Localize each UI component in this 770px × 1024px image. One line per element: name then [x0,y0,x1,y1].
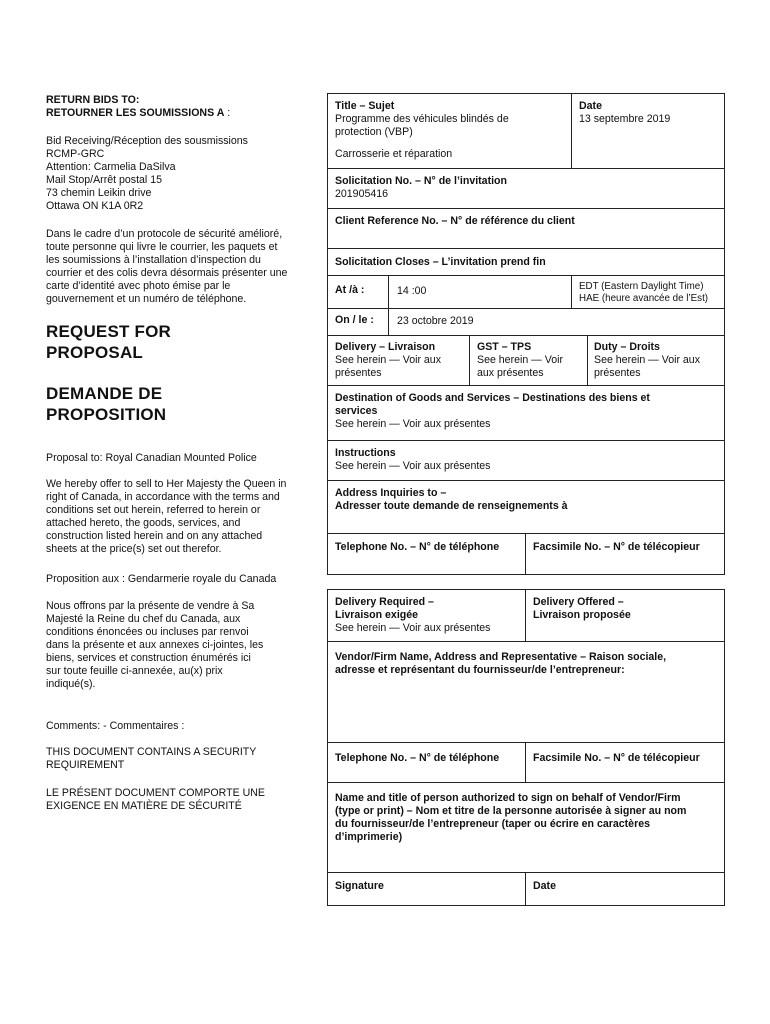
offer-line: construction listed herein and on any attached [46,530,263,542]
offer-line: sur toute feuille ci-annexée, au(x) prix [46,665,223,677]
demande-de-proposition-title [46,383,166,425]
offer-french [46,600,263,691]
security-requirement-en [46,746,256,772]
address-line: Ottawa ON K1A 0R2 [46,200,144,212]
client-reference-label: Client Reference No. – N° de référence du client [335,215,575,227]
delivery-required-label: Delivery Required – [335,596,434,608]
duty-label: Duty – Droits [594,341,660,353]
instructions-label: Instructions [335,447,396,459]
instructions-field [335,447,490,473]
request-for-proposal-title [46,321,171,363]
delivery-required-field [335,596,490,635]
security-line: LE PRÉSENT DOCUMENT COMPORTE UNE [46,787,265,799]
comments-label: Comments: - Commentaires : [46,720,185,732]
timezone [579,281,708,305]
note-line: carte d’identité avec photo émise par le [46,280,231,292]
offer-line: indiqué(s). [46,678,96,690]
return-bids-fr-colon: : [224,107,231,119]
gst-label: GST – TPS [477,341,532,353]
gst-value: See herein — Voir [477,354,563,366]
offer-line: dans la présente et aux annexes ci-jointes, les [46,639,264,651]
title-label: Title – Sujet [335,100,395,112]
rule [327,641,725,642]
vendor-label: Vendor/Firm Name, Address and Representative – Raison sociale, [335,651,667,663]
security-protocol-note [46,228,287,306]
destination-field [335,392,650,431]
title-value: Programme des véhicules blindés de [335,113,509,125]
authorized-label: Name and title of person authorized to sign on behalf of Vendor/Firm [335,792,681,804]
on-label: On / le : [335,314,374,326]
rule [388,275,389,336]
rule [327,742,725,743]
rule [327,782,725,783]
solicitation-closes-label: Solicitation Closes – L’invitation prend fin [335,256,546,268]
vendor-telephone-label: Telephone No. – N° de téléphone [335,752,500,764]
delivery-required-value: See herein — Voir aux présentes [335,622,491,634]
delivery-required-label: Livraison exigée [335,609,419,621]
facsimile-label: Facsimile No. – N° de télécopieur [533,541,700,553]
rfp-en-line: PROPOSAL [46,343,144,362]
rule [327,168,725,169]
note-line: Dans le cadre d’un protocole de sécurité amélioré, [46,228,283,240]
rule [327,533,725,534]
rule [327,385,725,386]
inquiries-label: Adresser toute demande de renseignements à [335,500,568,512]
authorized-person-field [335,792,686,844]
destination-label: Destination of Goods and Services – Destinations des biens et [335,392,650,404]
offer-line: biens, services et construction énumérés ici [46,652,251,664]
instructions-value: See herein — Voir aux présentes [335,460,491,472]
security-line: THIS DOCUMENT CONTAINS A SECURITY [46,746,257,758]
duty-field [594,341,700,380]
rule [571,93,572,169]
destination-label: services [335,405,378,417]
solicitation-value: 201905416 [335,188,389,200]
on-value: 23 octobre 2019 [397,315,474,327]
title-subtitle: Carrosserie et réparation [335,148,453,160]
gst-field [477,341,563,380]
address-line: Attention: Carmelia DaSilva [46,161,176,173]
at-value: 14 :00 [397,285,427,297]
offer-line: attached hereto, the goods, services, and [46,517,241,529]
delivery-field [335,341,441,380]
note-line: gouvernement et un numéro de téléphone. [46,293,247,305]
delivery-label: Delivery – Livraison [335,341,436,353]
return-bids-fr: RETOURNER LES SOUMISSIONS A [46,107,225,119]
vendor-name-field [335,651,666,677]
timezone-en: EDT (Eastern Daylight Time) [579,281,704,292]
rfp-fr-line: DEMANDE DE [46,384,163,403]
rule [525,872,526,906]
rule [327,275,725,276]
offer-line: conditions énoncées ou incluses par renvoi [46,626,249,638]
return-address [46,135,248,213]
title-field [335,100,509,139]
at-label: At /à : [335,284,365,296]
inquiries-label: Address Inquiries to – [335,487,447,499]
vendor-form [327,589,725,906]
rule [327,440,725,441]
address-inquiries-field [335,487,568,513]
rule [469,335,470,386]
offer-line: Majesté la Reine du chef du Canada, aux [46,613,241,625]
solicitation-label: Solicitation No. – N° de l’invitation [335,175,507,187]
telephone-label: Telephone No. – N° de téléphone [335,541,500,553]
offer-english [46,478,286,556]
proposal-to: Proposal to: Royal Canadian Mounted Police [46,452,257,464]
offer-line: Nous offrons par la présente de vendre à Sa [46,600,255,612]
rule [327,335,725,336]
rule [571,275,572,309]
delivery-value: See herein — Voir aux [335,354,441,366]
title-value: protection (VBP) [335,126,413,138]
offer-line: conditions set out herein, referred to herein or [46,504,261,516]
destination-value: See herein — Voir aux présentes [335,418,491,430]
security-requirement-fr [46,787,265,813]
rule [525,742,526,783]
rule [587,335,588,386]
rule [327,872,725,873]
date-field [579,100,670,126]
duty-value: présentes [594,367,641,379]
signature-label: Signature [335,880,384,892]
solicitation-number-field [335,175,507,201]
date-value: 13 septembre 2019 [579,113,671,125]
offer-line: sheets at the price(s) set out therefor. [46,543,222,555]
rule [327,248,725,249]
address-line: Bid Receiving/Réception des sousmissions [46,135,248,147]
address-line: Mail Stop/Arrêt postal 15 [46,174,162,186]
security-line: REQUIREMENT [46,759,125,771]
note-line: les soumissions à l’installation d’inspection du [46,254,261,266]
authorized-label: d’imprimerie) [335,831,403,843]
rule [327,208,725,209]
rule [525,533,526,575]
delivery-offered-label: Livraison proposée [533,609,631,621]
duty-value: See herein — Voir aux [594,354,700,366]
vendor-label: adresse et représentant du fournisseur/de l’entrepreneur: [335,664,625,676]
delivery-offered-field [533,596,631,622]
rfp-fr-line: PROPOSITION [46,405,167,424]
address-line: RCMP-GRC [46,148,105,160]
gst-value: aux présentes [477,367,544,379]
proposition-aux: Proposition aux : Gendarmerie royale du Canada [46,573,277,585]
offer-line: right of Canada, in accordance with the terms and [46,491,280,503]
rule [525,589,526,642]
authorized-label: du fournisseur/de l’entrepreneur (taper ou écrire en caractères [335,818,650,830]
note-line: courrier et des colis devra désormais présenter une [46,267,288,279]
return-bids-en: RETURN BIDS TO: [46,94,140,106]
signature-date-label: Date [533,880,556,892]
delivery-value: présentes [335,367,382,379]
return-bids-heading [46,94,230,120]
authorized-label: (type or print) – Nom et titre de la personne autorisée à signer au nom [335,805,687,817]
offer-line: We hereby offer to sell to Her Majesty the Queen in [46,478,287,490]
timezone-fr: HAE (heure avancée de l’Est) [579,293,709,304]
delivery-offered-label: Delivery Offered – [533,596,624,608]
vendor-facsimile-label: Facsimile No. – N° de télécopieur [533,752,700,764]
rule [327,308,725,309]
security-line: EXIGENCE EN MATIÈRE DE SÉCURITÉ [46,800,242,812]
rfp-en-line: REQUEST FOR [46,322,171,341]
note-line: toute personne qui livre le courrier, les paquets et [46,241,278,253]
rule [327,480,725,481]
date-label: Date [579,100,602,112]
address-line: 73 chemin Leikin drive [46,187,152,199]
